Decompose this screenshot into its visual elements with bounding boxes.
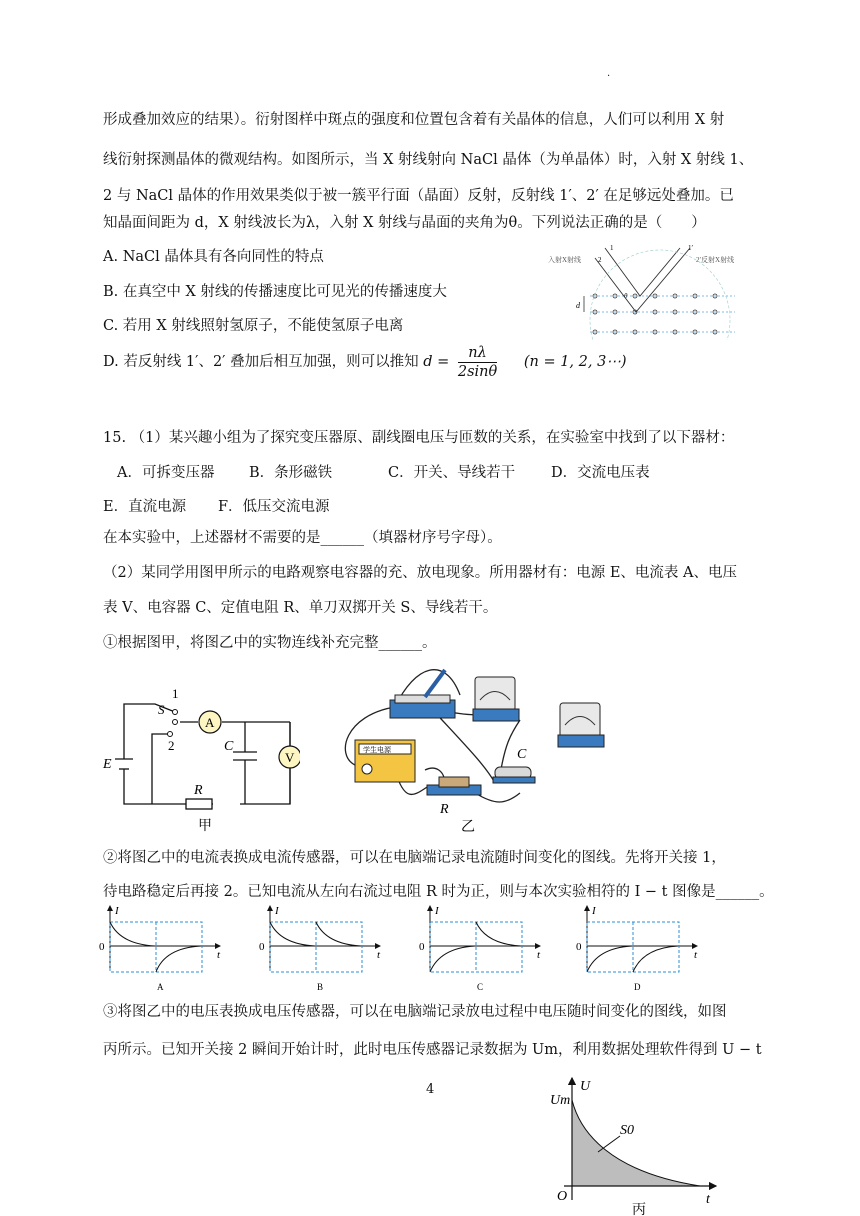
it-graph-c — [419, 905, 541, 992]
formula-lhs: d = — [423, 354, 450, 370]
zero-label: 0 — [576, 941, 582, 953]
voltmeter-label: V — [285, 750, 295, 765]
power-supply-label: 学生电源 — [363, 746, 391, 754]
terminal-2-label: 2 — [168, 738, 175, 753]
paragraph-line: 线衍射探测晶体的微观结构。如图所示，当 X 射线射向 NaCl 晶体（为单晶体）时，入射 X 射线 1、 — [103, 152, 754, 168]
q15-intro: 15. （1）某兴趣小组为了探究变压器原、副线圈电压与匝数的关系，在实验室中找到了以下器材： — [103, 430, 735, 446]
option-c: C. 若用 X 射线照射氢原子，不能使氢原子电离 — [103, 318, 404, 334]
switch-label: S — [158, 702, 165, 717]
u-axis-label: U — [580, 1079, 591, 1094]
power-supply-device — [355, 740, 415, 782]
axis-i-label: I — [592, 905, 596, 917]
q15-part2-line2: 表 V、电容器 C、定值电阻 R、单刀双掷开关 S、导线若干。 — [103, 600, 498, 616]
reflected-ray-label: 2′反射X射线 — [696, 256, 735, 264]
terminal-1-label: 1 — [172, 686, 179, 701]
physical-circuit-yi — [335, 655, 615, 835]
it-graph-a — [99, 905, 221, 992]
axis-i-label: I — [275, 905, 279, 917]
axis-i-label: I — [115, 905, 119, 917]
figure-caption-bing: 丙 — [632, 1203, 646, 1216]
option-d — [103, 342, 626, 382]
zero-label: 0 — [99, 941, 105, 953]
q15-part1-question: 在本实验中，上述器材不需要的是______（填器材序号字母）。 — [103, 530, 502, 546]
axis-t-label: t — [217, 949, 221, 961]
formula-fraction — [458, 344, 497, 381]
circuit-diagram-jia — [100, 684, 300, 834]
it-graph-options — [95, 900, 755, 995]
switch-contact — [173, 710, 178, 715]
figure-caption-jia: 甲 — [198, 819, 212, 834]
switch-contact — [168, 732, 173, 737]
zero-label: 0 — [259, 941, 265, 953]
origin-label: O — [557, 1189, 568, 1204]
um-label: Um — [550, 1093, 571, 1108]
graph-caption-b: B — [317, 982, 324, 992]
incident-ray-label: 入射X射线 — [548, 256, 582, 264]
equipment-item: D．交流电压表 — [551, 465, 650, 481]
axis-t-label: t — [377, 949, 381, 961]
it-graph-b — [259, 905, 381, 992]
knife-switch — [390, 670, 455, 718]
page-number: 4 — [426, 1082, 435, 1097]
equipment-item: C．开关、导线若干 — [388, 465, 516, 481]
zero-label: 0 — [419, 941, 425, 953]
ray-label-2: 2 — [598, 256, 602, 264]
formula-numerator: nλ — [458, 344, 497, 363]
crystal-atoms — [593, 294, 717, 334]
resistor-device — [427, 777, 481, 817]
x-rays — [595, 248, 690, 312]
switch-contact — [173, 720, 178, 725]
q15-part2-line1: （2）某同学用图甲所示的电路观察电容器的充、放电现象。所用器材有：电源 E、电流表 A、电压 — [103, 565, 737, 581]
figure-caption-yi: 乙 — [461, 820, 475, 835]
q15-part2-q3-line2: 丙所示。已知开关接 2 瞬间开始计时，此时电压传感器记录数据为 Um，利用数据处理软件得到 U − t — [103, 1042, 762, 1058]
paragraph-line: 2 与 NaCl 晶体的作用效果类似于被一簇平行面（晶面）反射，反射线 1′、2′ 在足够远处叠加。已 — [103, 188, 734, 204]
emf-label: E — [103, 757, 112, 772]
crystal-planes — [590, 296, 735, 332]
discharge-area — [572, 1100, 700, 1186]
ray-label-1: 1 — [610, 244, 614, 252]
q15-part2-q3-line1: ③将图乙中的电压表换成电压传感器，可以在电脑端记录放电过程中电压随时间变化的图线，如图 — [103, 1004, 727, 1020]
area-pointer — [598, 1136, 620, 1152]
area-label: S0 — [620, 1123, 634, 1138]
axis-t-label: t — [694, 949, 698, 961]
voltmeter-device — [558, 703, 604, 747]
it-graph-d — [576, 905, 698, 992]
t-axis-label: t — [706, 1192, 710, 1207]
q15-part2-q2-line2: 待电路稳定后再接 2。已知电流从左向右流过电阻 R 时为正，则与本次实验相符的 I − t 图像是______。 — [103, 884, 774, 900]
top-mark: . — [607, 68, 611, 79]
ray-label-1prime: 1′ — [688, 244, 694, 252]
formula-condition: (n = 1, 2, 3⋯) — [523, 354, 627, 370]
theta-label: θ — [624, 292, 628, 300]
graph-caption-d: D — [634, 982, 641, 992]
ut-graph-bing — [540, 1072, 740, 1216]
equipment-item: A．可拆变压器 — [117, 465, 215, 481]
equipment-item: F．低压交流电源 — [218, 499, 330, 515]
ammeter-device — [473, 677, 519, 721]
resistor-label: R — [194, 783, 203, 798]
capacitor-label: C — [224, 739, 234, 754]
axis-i-label: I — [435, 905, 439, 917]
capacitor-device — [493, 747, 535, 783]
graph-caption-c: C — [477, 982, 484, 992]
graph-caption-a: A — [157, 982, 164, 992]
ammeter-label: A — [205, 715, 215, 730]
paragraph-line: 形成叠加效应的结果）。衍射图样中斑点的强度和位置包含着有关晶体的信息，人们可以利用 X 射 — [103, 112, 725, 128]
crystal-diffraction-figure — [540, 240, 740, 340]
capacitor-device-label: C — [517, 747, 527, 762]
paragraph-line: 知晶面间距为 d，X 射线波长为λ，入射 X 射线与晶面的夹角为θ。下列说法正确的是（ ） — [103, 215, 706, 231]
d-label: d — [576, 301, 580, 310]
axis-t-label: t — [537, 949, 541, 961]
option-a: A. NaCl 晶体具有各向同性的特点 — [103, 249, 324, 265]
resistor-symbol — [186, 799, 212, 809]
q15-part2-q2-line1: ②将图乙中的电流表换成电流传感器，可以在电脑端记录电流随时间变化的图线。先将开关接 1， — [103, 850, 726, 866]
option-b: B. 在真空中 X 射线的传播速度比可见光的传播速度大 — [103, 284, 447, 300]
resistor-device-label: R — [440, 802, 449, 817]
q15-part2-q1: ①根据图甲，将图乙中的实物连线补充完整______。 — [103, 635, 437, 651]
equipment-item: E．直流电源 — [103, 499, 187, 515]
equipment-item: B．条形磁铁 — [249, 465, 333, 481]
option-d-text: D. 若反射线 1′、2′ 叠加后相互加强，则可以推知 — [103, 354, 419, 370]
formula-denominator: 2sinθ — [457, 363, 498, 380]
